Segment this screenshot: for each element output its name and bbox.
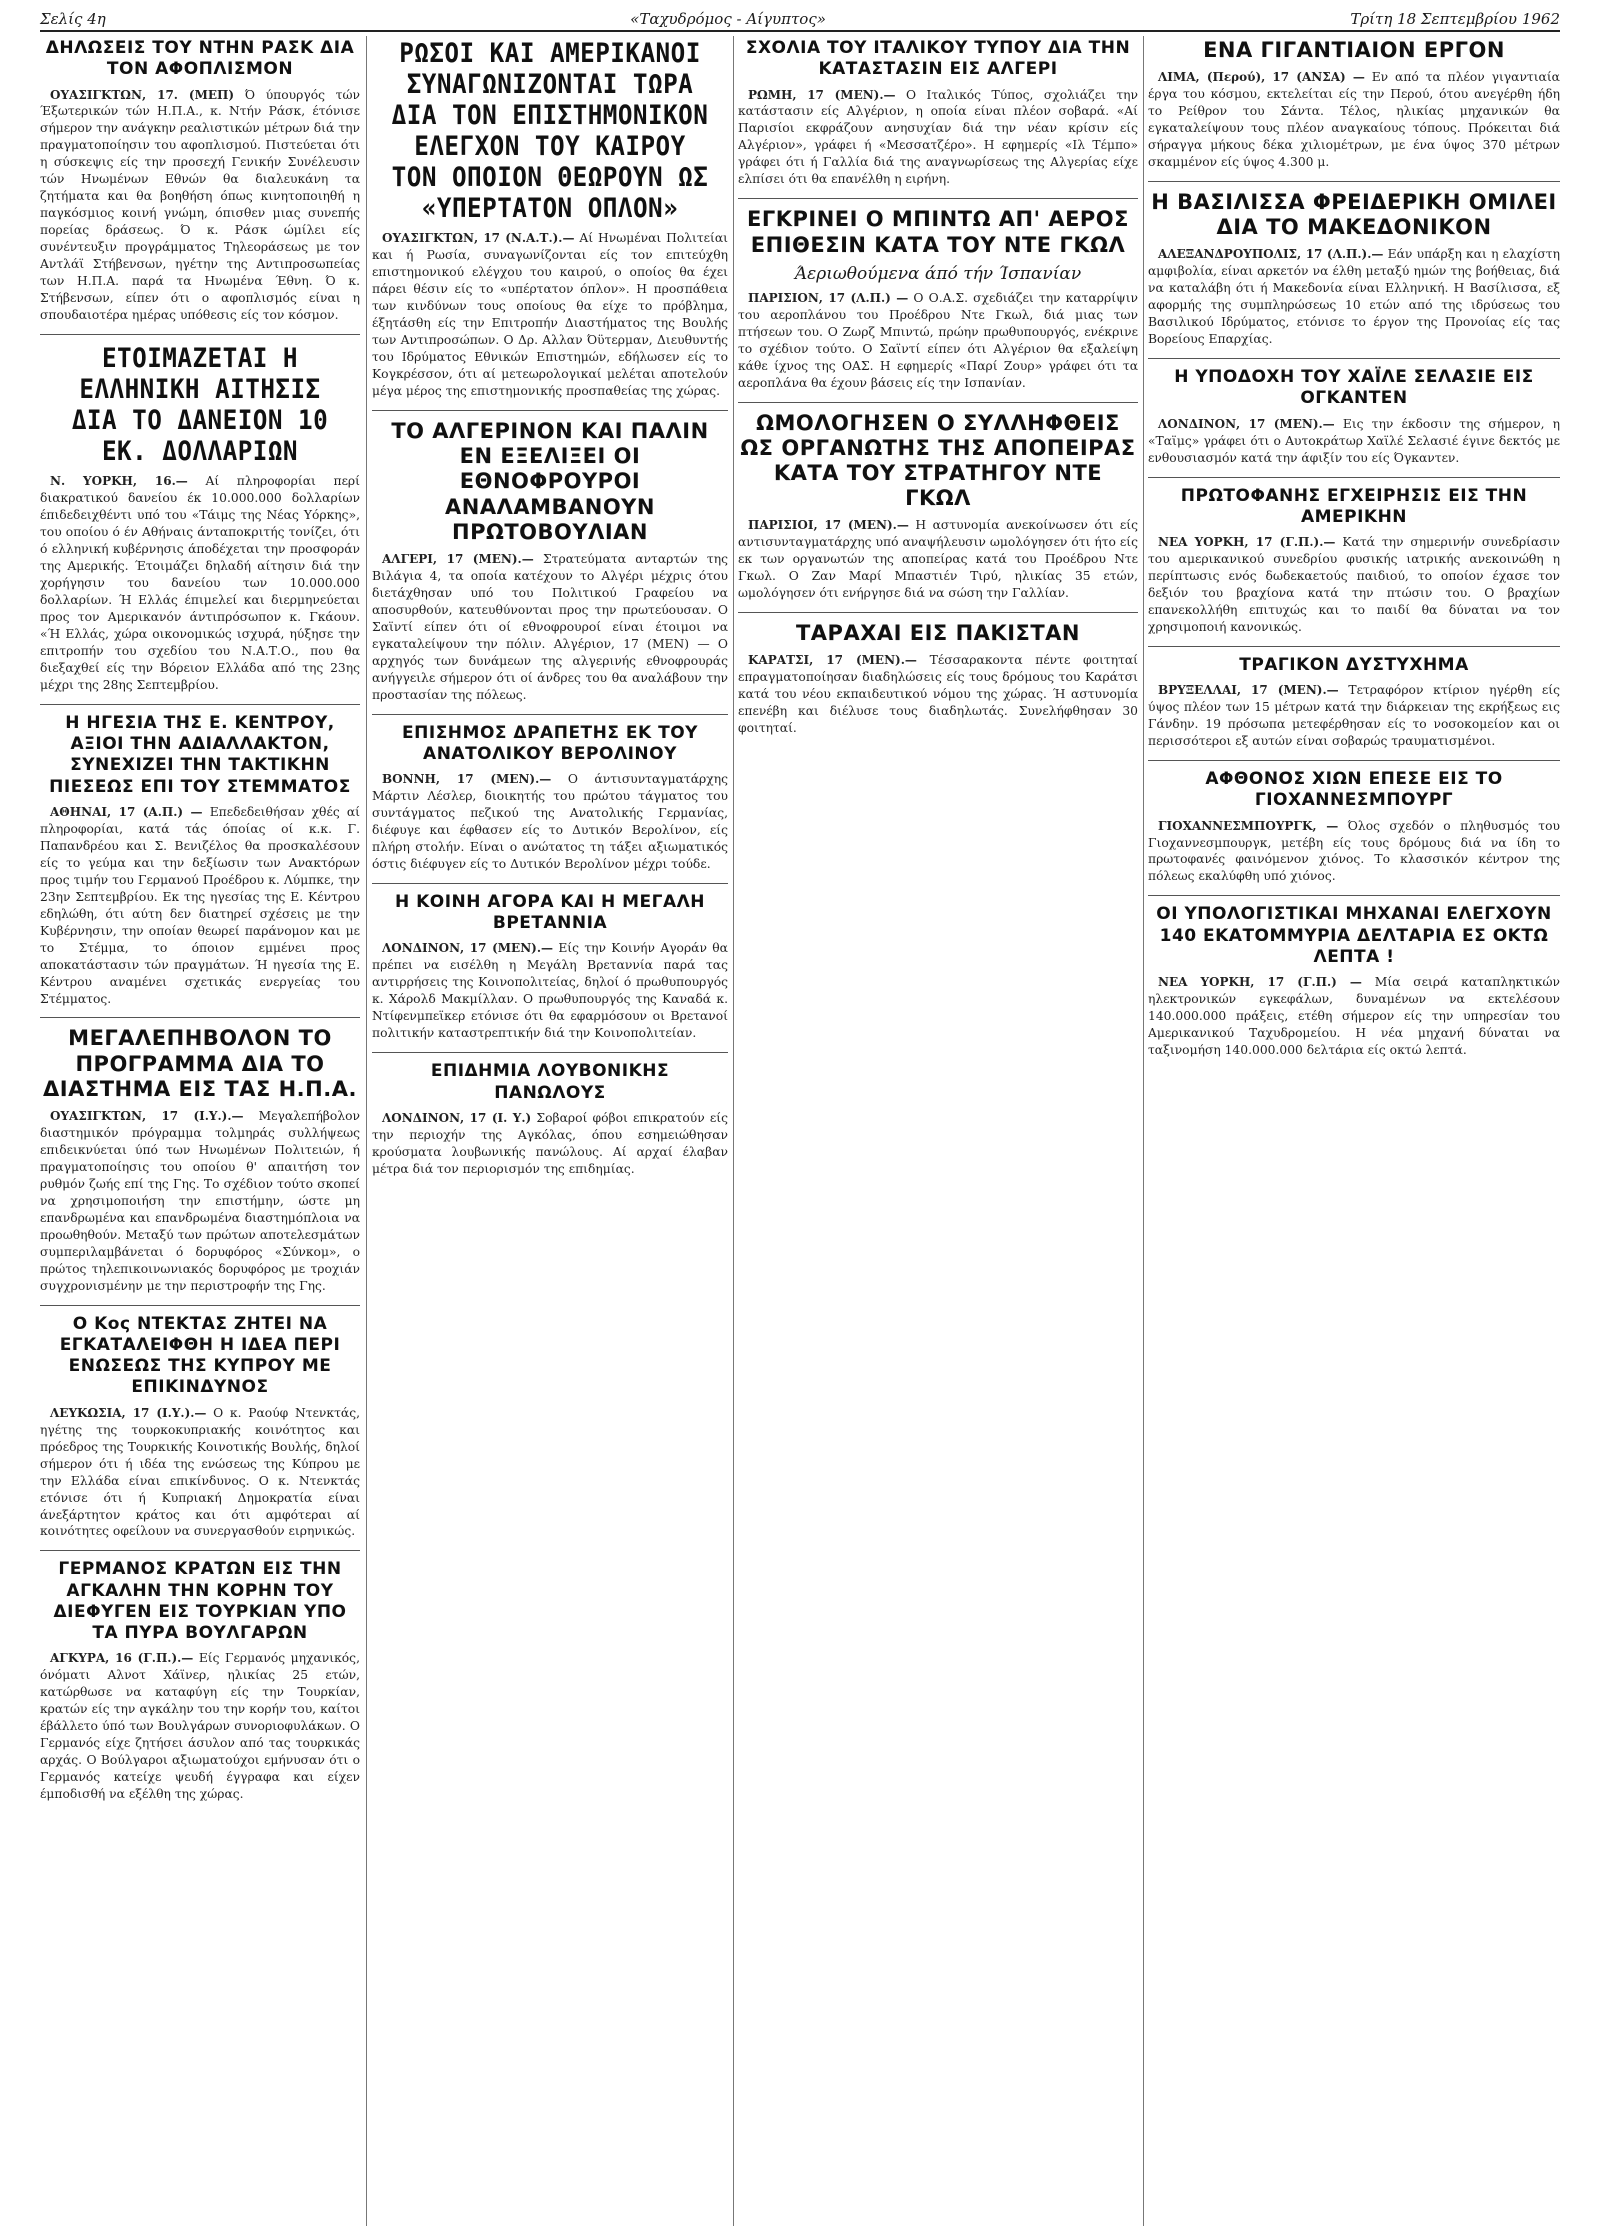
article-body — [1148, 416, 1560, 467]
article-body — [40, 1405, 360, 1541]
article-text: Εις την έκδοσιν της σήμερον, η «Ταϊμς» γράφει ότι ο Αυτοκράτωρ Χαϊλέ Σελασιέ έγινε δεκτός με ενθουσιασμόν κατά την άφιξίν του είς Όγκαντεν. — [1148, 416, 1560, 465]
headline: ΑΦΘΟΝΟΣ ΧΙΩΝ ΕΠΕΣΕ ΕΙΣ ΤΟ ΓΙΟΧΑΝΝΕΣΜΠΟΥΡΓ — [1205, 769, 1503, 811]
headline: ΕΝΑ ΓΙΓΑΝΤΙΑΙΟΝ ΕΡΓΟΝ — [1203, 38, 1505, 62]
dateline: ΠΑΡΙΣΙΟΝ, 17 (Λ.Π.) — — [748, 290, 909, 305]
article-body — [372, 771, 728, 873]
headline: ΕΤΟΙΜΑΖΕΤΑΙ Η ΕΛΛΗΝΙΚΗ ΑΙΤΗΣΙΣ ΔΙΑ ΤΟ ΔΑΝΕΙΟΝ 10 ΕΚ. ΔΟΛΛΑΡΙΩΝ — [71, 343, 329, 468]
column-3 — [738, 36, 1138, 2226]
article-body — [372, 940, 728, 1042]
article-text: Κατά την σημερινήν συνεδρίασιν του αμερικανικού συνεδρίου φυσικής ιατρικής ανεκοινώθη η περίπτωσις ενός δωδεκαετούς παιδιού, το οποίον έχασε τον δεξιόν του βραχίονα κατά την πτώσιν του. Ο βραχίων επανεκολλήθη επιτυχώς και το παιδί θα δύναται να τον χρησιμοποιή κανονικώς. — [1148, 535, 1560, 634]
dateline: ΝΕΑ ΥΟΡΚΗ, 17 (Γ.Π.).— — [1158, 535, 1336, 550]
article-queen-frederica — [1148, 181, 1560, 348]
article-text: Είς Γερμανός μηχανικός, όνόματι Αλνοτ Χάϊνερ, ηλικίας 25 ετών, κατώρθωσε να καταφύγη είς την Τουρκίαν, κρατών είς την αγκάλην του την κορήν του, καίτοι έβάλλετο ύπό των Βουλγάρων συνοριοφυλάκων. Ο Γερμανός είχε ζητήσει άσυλον από τας τουρκικάς αρχάς. Ο Βούλγαροι αξιωματούχοι εμήνυσαν ότι ο Γερμανός κατείχε ψευδή έγγραφα και είχεν έμποδισθή να εξέλθη της χώρας. — [40, 1651, 360, 1802]
issue-date: Τρίτη 18 Σεπτεμβρίου 1962 — [1350, 10, 1560, 28]
article-body — [40, 804, 360, 1008]
article-plague — [372, 1052, 728, 1177]
article-selassie — [1148, 358, 1560, 466]
dateline: ΛΟΝΔΙΝΟΝ, 17 (Ι. Υ.) — [382, 1110, 532, 1125]
article-text: Αί Ηνωμέναι Πολιτείαι και ή Ρωσία, συναγωνίζονται είς τον επιτεύχθη επιστημονικού ελέγχου του καιρού, ο οποίος θα έχει πάρει θέσιν είς το «υπέρτατον όπλον». Η προσπάθεια των κινδύνων τους οποίους θα είχε το πρόβλημα, έξητάσθη είς την Επιτροπήν Διαστήματος της Βουλής των Αντιπροσώπων. Ο Δρ. Αλλαν Όϋτερμαν, Διευθυντής του Ιδρύματος Εθνικών Επιστημών, εδήλωσεν είς το Κογκρέσσον, ότι αί μετεωρολογικαί μελέται αποτελούν μέγα μέρος της επιστημονικής προσπαθείας της χώρας. — [372, 231, 728, 398]
dateline: ΑΛΕΞΑΝΔΡΟΥΠΟΛΙΣ, 17 (Λ.Π.).— — [1158, 247, 1384, 262]
dateline: ΡΩΜΗ, 17 (ΜΕΝ).— — [748, 87, 896, 102]
page-number: Σελίς 4η — [40, 10, 106, 28]
subheadline: Άεριωθούμενα άπό τήν Ίσπανίαν — [794, 263, 1082, 284]
article-text: Ο άντισυνταγματάρχης Μάρτιν Λέσλερ, διοικητής του πρώτου τάγματος του συντάγματος πεζικού της Ανατολικής Γερμανίας, διέφυγε και έφθασεν είς το Δυτικόν Βερολίνον, είς πλήρη στολήν. Είναι ο ανώτατος τη τάξει αξιωματικός όστις διέφυγεν είς το Δυτικόν Βερολίνον μέχρι τούδε. — [372, 772, 728, 871]
article-text: Μία σειρά καταπληκτικών ηλεκτρονικών εγκεφάλων, δυναμένων να εκτελέσουν 140.000.000 πράξεις, ετέθη σήμερον είς την υπηρεσίαν του Αμερικανικού Ταχυδρομείου. Η νέα μηχανή δύναται να ταξινομήση 140.000.000 δελτάρια είς οκτώ λεπτά. — [1148, 975, 1560, 1058]
article-body — [372, 1110, 728, 1178]
article-body — [1148, 69, 1560, 171]
article-east-berlin — [372, 714, 728, 873]
article-giant-project — [1148, 38, 1560, 171]
article-body — [738, 87, 1138, 189]
dateline: ΟΥΑΣΙΓΚΤΩΝ, 17. (ΜΕΠ) — [50, 87, 235, 102]
article-text: Είς την Κοινήν Αγοράν θα πρέπει να εισέλθη η Μεγάλη Βρεταννία παρά τας αντιρρήσεις της Κοινοπολιτείας, δηλοί ό πρωθυπουργός κ. Χάρολδ Μακμίλλαν. Ο πρωθυπουργός της Καναδά κ. Ντίφενμπεϊκερ ετόνισε ότι θα εφαρμόσουν οι Βρετανοί πολιτικήν καταστρεπτικήν διά την Κοινοπολιτείαν. — [372, 941, 728, 1041]
article-confession — [738, 402, 1138, 603]
article-body — [1148, 974, 1560, 1059]
headline: ΓΕΡΜΑΝΟΣ ΚΡΑΤΩΝ ΕΙΣ ΤΗΝ ΑΓΚΑΛΗΝ ΤΗΝ ΚΟΡΗΝ ΤΟΥ ΔΙΕΦΥΓΕΝ ΕΙΣ ΤΟΥΡΚΙΑΝ ΥΠΟ ΤΑ ΠΥΡΑ ΒΟΥΛΓΑΡΩΝ — [53, 1559, 347, 1644]
headline: ΕΠΙΣΗΜΟΣ ΔΡΑΠΕΤΗΣ ΕΚ ΤΟΥ ΑΝΑΤΟΛΙΚΟΥ ΒΕΡΟΛΙΝΟΥ — [402, 722, 698, 764]
article-text: Επεδεδειθήσαν χθές αί πληροφορίαι, κατά τάς όποίας οί κ.κ. Γ. Παπανδρέου και Σ. Βενιζέλος θα προσκαλέσουν είς το γεύμα και την δεξίωσιν των Ανακτόρων προς τιμήν του Γερμανού Προέδρου κ. Λύμπκε, την 23ην Σεπτεμβρίου. Εκ της ηγεσίας της Ε. Κέντρου εδηλώθη, ότι αύτη δεν διατηρεί σχέσεις με την Κυβέρνησιν, την οποίαν θεωρεί παράνομον και με το Στέμμα, το όποιον εμμένει προς αποκατάστασιν τών πραγμάτων. Ή ηγεσία της Ε. Κέντρου αναμένει σχετικάς ενεργείας του Στέμματος. — [40, 804, 360, 1006]
headline: Η ΗΓΕΣΙΑ ΤΗΣ Ε. ΚΕΝΤΡΟΥ, ΑΞΙΟΙ ΤΗΝ ΑΔΙΑΛΛΑΚΤΟΝ, ΣΥΝΕΧΙΖΕΙ ΤΗΝ ΤΑΚΤΙΚΗΝ ΠΙΕΣΕΩΣ ΕΠΙ ΤΟΥ ΣΤΕΜΜΑΤΟΣ — [49, 712, 351, 797]
headline: Ο Κος ΝΤΕΚΤΑΣ ΖΗΤΕΙ ΝΑ ΕΓΚΑΤΑΛΕΙΦΘΗ Η ΙΔΕΑ ΠΕΡΙ ΕΝΩΣΕΩΣ ΤΗΣ ΚΥΠΡΟΥ ΜΕ ΕΠΙΚΙΝΔΥΝΟΣ — [59, 1313, 341, 1398]
dateline: ΛΙΜΑ, (Περού), 17 (ΑΝΣΑ) — — [1158, 70, 1365, 85]
article-weather-control — [372, 38, 728, 400]
column-rule — [366, 36, 367, 2226]
dateline: ΚΑΡΑΤΣΙ, 17 (ΜΕΝ).— — [748, 653, 917, 668]
dateline: ΟΥΑΣΙΓΚΤΩΝ, 17 (Ι.Υ.).— — [50, 1109, 244, 1124]
article-text: Αί πληροφορίαι περί διακρατικού δανείου έκ 10.000.000 δολλαρίων έπιδεδειχθέντι υπό του «Τάιμς της Νέας Υόρκης», του οποίου ό έν Αθήναις άνταποκριτής τονίζει, ότι ό ελληνική κυβέρνησις άποδέχεται την προσφοράν της Αμερικής. Έτοιμάζει δηλαδή αίτησιν διά την χορήγησιν του δανείου των 10.000.000 δολλαρίων. Ή Ελλάς έπιμελεί και διερμηνεύεται προς τον Αμερικανόν άντιπρόσωπον κ. Γκάουν. «Ή Ελλάς, χώρα οικονομικώς ισχυρά, ηύξησε την επιτροπήν του σχεδίου του Ν.Α.Τ.Ο., που θα διεξαχθεί είς την Βόρειον Ελλάδα από της 23ης μέχρι της 28ης Σεπτεμβρίου. — [40, 474, 360, 692]
article-body — [1148, 246, 1560, 348]
headline: ΜΕΓΑΛΕΠΗΒΟΛΟΝ ΤΟ ΠΡΟΓΡΑΜΜΑ ΔΙΑ ΤΟ ΔΙΑΣΤΗΜΑ ΕΙΣ ΤΑΣ Η.Π.Α. — [43, 1026, 357, 1101]
article-text: Στρατεύματα ανταρτών της Βιλάγια 4, τα οποία κατέχουν το Αλγέρι μέχρις ότου διετάχθησαν υπό του Πολιτικού Γραφείου να αποσυρθούν, κατευθύνονται προς την πρωτεύουσαν. Ο Σαϊντί είπεν ότι οί εθνοφρουροί είναι έτοιμοι να εγκαταλείψουν την πόλιν. Αλγέριον, 17 (ΜΕΝ) — Ο αρχηγός των δυνάμεων της αλγερινής εθνοφρουράς ανήγγειλε σήμερον ότι οί άνδρες του θα αναλάβουν την προστασίαν της πόλεως. — [372, 551, 728, 702]
article-text: Μεγαλεπήβολον διαστημικόν πρόγραμμα τολμηράς συλλήψεως επιδεικνύεται ύπό των Ηνωμένων Πολιτειών, ή πραγματοποίησις του οποίου θ' απαιτήση τον ρυθμόν ζωής επί της Γης. Το σχέδιον τούτο σκοπεί να χρησιμοποιήση την επιστήμην, ώστε μη επανδρωμένα και επανδρωμένα διαστημόπλοια να προωθηθούν. Μεταξύ των πρώτων αποτελεσμάτων συμπεριλαμβάνεται ό δορυφόρος «Σύνκομ», ο πρώτος τηλεπικοινωνιακός δορυφόρος με τροχιάν συγχρονισμένην με την περιστροφήν της Γης. — [40, 1109, 360, 1293]
article-text: Ο κ. Ραούφ Ντενκτάς, ηγέτης της τουρκοκυπριακής κοινότητος και πρόεδρος της Τουρκικής Κοινοτικής Βουλής, δηλοί σήμερον ότι ή ιδέα της ενώσεως της Κύπρου με την Ελλάδα είναι επικίνδυνος. Ο κ. Ντενκτάς ετόνισε ότι ή Κυπριακή Δημοκρατία είναι άνεξάρτητον κράτος και ότι αμφότεραι αί κοινότητες οφείλουν να συνεργασθούν ειρηνικώς. — [40, 1405, 360, 1539]
article-computers — [1148, 895, 1560, 1059]
article-text: Εν από τα πλέον γιγαντιαία έργα του κόσμου, εκτελείται είς την Περού, ότου ανεγέρθη ήδη το Ρείθρον του Σάντα. Τέλος, ηλικίας μηχανικών θα εγκαταλείψουν τους πλέον αναγκαίους τόπους. Πρόκειται διά σήραγγα μήκους δέκα χιλιομέτρων, με ένα ύψος 370 μέτρων σκαμμένον είς ύψος 4.300 μ. — [1148, 70, 1560, 170]
article-body — [1148, 682, 1560, 750]
article-body — [40, 473, 360, 694]
headline: ΟΙ ΥΠΟΛΟΓΙΣΤΙΚΑΙ ΜΗΧΑΝΑΙ ΕΛΕΓΧΟΥΝ 140 ΕΚΑΤΟΜΜΥΡΙΑ ΔΕΛΤΑΡΙΑ ΕΣ ΟΚΤΩ ΛΕΠΤΑ ! — [1156, 904, 1552, 967]
headline: ΤΑΡΑΧΑΙ ΕΙΣ ΠΑΚΙΣΤΑΝ — [795, 621, 1080, 646]
article-german-escape — [40, 1550, 360, 1803]
headline: ΕΓΚΡΙΝΕΙ Ο ΜΠΙΝΤΩ ΑΠ' ΑΕΡΟΣ ΕΠΙΘΕΣΙΝ ΚΑΤΑ ΤΟΥ ΝΤΕ ΓΚΩΛ — [746, 207, 1129, 257]
dateline: ΑΓΚΥΡΑ, 16 (Γ.Π.).— — [50, 1651, 194, 1666]
article-snow — [1148, 760, 1560, 885]
column-1 — [40, 36, 360, 2226]
article-surgery — [1148, 477, 1560, 636]
headline: ΤΟ ΑΛΓΕΡΙΝΟΝ ΚΑΙ ΠΑΛΙΝ ΕΝ ΕΞΕΛΙΞΕΙ ΟΙ ΕΘΝΟΦΡΟΥΡΟΙ ΑΝΑΛΑΜΒΑΝΟΥΝ ΠΡΩΤΟΒΟΥΛΙΑΝ — [391, 418, 709, 544]
dateline: ΒΡΥΞΕΛΛΑΙ, 17 (ΜΕΝ).— — [1158, 683, 1339, 698]
dateline: ΓΙΟΧΑΝΝΕΣΜΠΟΥΡΓΚ, — — [1158, 818, 1339, 833]
article-body — [40, 1650, 360, 1803]
article-body — [738, 652, 1138, 737]
article-body — [1148, 534, 1560, 636]
column-2 — [372, 36, 728, 2226]
dateline: ΛΟΝΔΙΝΟΝ, 17 (ΜΕΝ).— — [1158, 416, 1335, 431]
article-text: Ο Ο.Α.Σ. σχεδιάζει την καταρρίψιν του αεροπλάνου του Προέδρου Ντε Γκωλ, διά μιας των πτήσεων του. Ο Ζωρζ Μπιντώ, πρώην πρωθυπουργός, ενέκρινε το σχέδιον τούτο. Ο Σαϊντί είπεν ότι Αλγέριον θα εξαλείψη κάθε ίχνος της ΟΑΣ. Η εφημερίς «Παρί Ζουρ» γράφει ότι τα αεροπλάνα θα έχουν βάσεις είς την Ισπανίαν. — [738, 290, 1138, 390]
column-4 — [1148, 36, 1560, 2226]
masthead — [40, 8, 1560, 32]
article-body — [40, 87, 360, 325]
dateline: ΛΕΥΚΩΣΙΑ, 17 (Ι.Υ.).— — [50, 1405, 207, 1420]
dateline: ΝΕΑ ΥΟΡΚΗ, 17 (Γ.Π.) — — [1158, 975, 1362, 990]
paper-name: «Ταχυδρόμος - Αίγυπτος» — [630, 10, 826, 28]
article-rask-disarmament — [40, 38, 360, 324]
article-accident — [1148, 646, 1560, 750]
article-text: Η αστυνομία ανεκοίνωσεν ότι είς αντισυνταγματάρχης υπό αναψήλευσιν ωμολόγησεν ότι ήτο είς εκ των οργανωτών της αποπείρας κατά του Προέδρου Ντε Γκωλ. Ο Ζαν Μαρί Μπαστιέν Τιρύ, ηλικίας 35 ετών, ωμολόγησεν ότι ενήργησε διά να σώση την Γαλλίαν. — [738, 518, 1138, 601]
dateline: ΑΘΗΝΑΙ, 17 (Α.Π.) — — [50, 804, 203, 819]
dateline: ΠΑΡΙΣΙΟΙ, 17 (ΜΕΝ).— — [748, 518, 909, 533]
dateline: ΑΛΓΕΡΙ, 17 (ΜΕΝ).— — [382, 551, 534, 566]
article-body — [372, 551, 728, 704]
article-center-union — [40, 704, 360, 1008]
headline: Η ΥΠΟΔΟΧΗ ΤΟΥ ΧΑΪΛΕ ΣΕΛΑΣΙΕ ΕΙΣ ΟΓΚΑΝΤΕΝ — [1174, 367, 1534, 409]
headline: ΤΡΑΓΙΚΟΝ ΔΥΣΤΥΧΗΜΑ — [1239, 654, 1469, 675]
article-italian-press — [738, 38, 1138, 188]
article-algeria — [372, 410, 728, 704]
dateline: Ν. ΥΟΡΚΗ, 16.— — [50, 474, 188, 489]
article-body — [1148, 818, 1560, 886]
article-text: Εάν υπάρξη και η ελαχίστη αμφιβολία, είναι αρκετόν να έλθη μεταξύ ημών της βοήθειας, διά να καταλάβη ότι ή Μακεδονία είναι Ελληνική. Η Βασίλισσα, εξ αφορμής της συμπληρώσεως 10 ετών από της ιδρύσεως του Βασιλικού Ιδρύματος, ετόνισε το έργον της Προνοίας είς τας Βορείους Επαρχίας. — [1148, 247, 1560, 347]
dateline: ΛΟΝΔΙΝΟΝ, 17 (ΜΕΝ).— — [382, 941, 554, 956]
article-bidault — [738, 198, 1138, 391]
article-text: Τέσσαρακοντα πέντε φοιτηταί επραγματοποίησαν διαδηλώσεις είς τους δρόμους του Καράτσι κατά του νέου εκπαιδευτικού νόμου της χώρας. Ή αστυνομία επενέβη και διέλυσε τους διαδηλωτάς. Συνελήφθησαν 30 φοιτηταί. — [738, 653, 1138, 736]
article-body — [372, 230, 728, 400]
article-greek-loan — [40, 334, 360, 694]
dateline: ΟΥΑΣΙΓΚΤΩΝ, 17 (Ν.Α.Τ.).— — [382, 231, 575, 246]
article-body — [738, 517, 1138, 602]
headline: ΠΡΩΤΟΦΑΝΗΣ ΕΓΧΕΙΡΗΣΙΣ ΕΙΣ ΤΗΝ ΑΜΕΡΙΚΗΝ — [1180, 485, 1528, 527]
headline: ΕΠΙΔΗΜΙΑ ΛΟΥΒΟΝΙΚΗΣ ΠΑΝΩΛΟΥΣ — [430, 1061, 670, 1103]
headline: ΩΜΟΛΟΓΗΣΕΝ Ο ΣΥΛΛΗΦΘΕΙΣ ΩΣ ΟΡΓΑΝΩΤΗΣ ΤΗΣ ΑΠΟΠΕΙΡΑΣ ΚΑΤΑ ΤΟΥ ΣΤΡΑΤΗΓΟΥ ΝΤΕ ΓΚΩΛ — [740, 410, 1136, 511]
article-text: Ό ύπουργός τών Έξωτερικών τών Η.Π.Α., κ. Ντήν Ράσκ, έτόνισε σήμερον την ανάγκην ρεαλιστικών μέτρων διά την πραγματοποίησιν του αφοπλισμού. Πιστεύεται ότι η σύσκεψις είς την προσεχή Γενικήν Συνέλευσιν τών Ηνωμένων Εθνών θα διαλευκάνη τα ζητήματα και θα βοηθήση όπως κινητοποιηθή η παγκόσμιος κοινή γνώμη, όπισθεν μιας συνεπής πορείας δράσεως. Ό κ. Ράσκ ώμίλει είς συνέντευξιν προγράμματος Τηλεοράσεως με τον Αντλάϊ Στήβενσων, ηγέτην της Αντιπροσωπείας των Η.Π.Α. παρά τα Ηνωμένα Έθνη. Ό κ. Στήβενσων, είπεν ότι ο αφοπλισμός είναι η σπουδαιοτέρα ημέρας υπόθεσις είς τον κόσμον. — [40, 87, 360, 323]
headline: Η ΒΑΣΙΛΙΣΣΑ ΦΡΕΙΔΕΡΙΚΗ ΟΜΙΛΕΙ ΔΙΑ ΤΟ ΜΑΚΕΔΟΝΙΚΟΝ — [1151, 190, 1557, 240]
article-pakistan — [738, 612, 1138, 737]
dateline: ΒΟΝΝΗ, 17 (ΜΕΝ).— — [382, 772, 552, 787]
column-rule — [733, 36, 734, 2226]
article-common-market — [372, 883, 728, 1042]
headline: ΣΧΟΛΙΑ ΤΟΥ ΙΤΑΛΙΚΟΥ ΤΥΠΟΥ ΔΙΑ ΤΗΝ ΚΑΤΑΣΤΑΣΙΝ ΕΙΣ ΑΛΓΕΡΙ — [745, 38, 1131, 80]
article-text: Σοβαροί φόβοι επικρατούν είς την περιοχήν της Αγκόλας, όπου εσημειώθησαν κρούσματα λουβωνικής πανώλους. Αί αρχαί έλαβαν μέτρα διά τον περιορισμόν της επιδημίας. — [372, 1110, 728, 1176]
article-text: Όλος σχεδόν ο πληθυσμός του Γιοχαννεσμπουργκ, μετέβη είς τους δρόμους διά να ίδη το πρωτοφανές φαινόμενον χιόνος. Το κλασσικόν κέντρον της πόλεως εκαλύφθη υπό χιόνος. — [1148, 818, 1560, 884]
article-denktash — [40, 1305, 360, 1541]
article-space-program — [40, 1017, 360, 1294]
headline: Η ΚΟΙΝΗ ΑΓΟΡΑ ΚΑΙ Η ΜΕΓΑΛΗ ΒΡΕΤΑΝΝΙΑ — [394, 891, 706, 934]
article-text: Ο Ιταλικός Τύπος, σχολιάζει την κατάστασιν είς Αλγέριον, η οποία είναι πλέον σοβαρά. «Αί Παρισίοι εκφράζουν ανησυχίαν διά την νέαν κρίσιν είς Αλγέριον», γράφει ή «Μεσσατζέρο». Η εφημερίς «Ιλ Τέμπο» γράφει ότι ή Γαλλία διά της αναγνωρίσεως της Αλγερίας είχε ελπίσει ότι θα επανέλθη η ειρήνη. — [738, 87, 1138, 187]
headline: ΔΗΛΩΣΕΙΣ ΤΟΥ ΝΤΗΝ ΡΑΣΚ ΔΙΑ ΤΟΝ ΑΦΟΠΛΙΣΜΟΝ — [45, 38, 355, 80]
article-body — [40, 1108, 360, 1295]
article-text: Τετραφόρον κτίριον ηγέρθη είς ύψος πλέον των 15 μέτρων κατά την διάρκειαν της εκρήξεως εις Γάνδην. 19 πρόσωπα μετεφέρθησαν είς το νοσοκομείον και οι περισσότεροι εξ αυτών είναι σοβαρώς τραυματισμένοι. — [1148, 683, 1560, 749]
article-body — [738, 290, 1138, 392]
column-rule — [1143, 36, 1144, 2226]
headline: ΡΩΣΟΙ ΚΑΙ ΑΜΕΡΙΚΑΝΟΙ ΣΥΝΑΓΩΝΙΖΟΝΤΑΙ ΤΩΡΑ ΔΙΑ ΤΟΝ ΕΠΙΣΤΗΜΟΝΙΚΟΝ ΕΛΕΓΧΟΝ ΤΟΥ ΚΑΙΡΟΥ ΤΟΝ ΟΠΟΙΟΝ ΘΕΩΡΟΥΝ ΩΣ «ΥΠΕΡΤΑΤΟΝ ΟΠΛΟΝ» — [391, 38, 709, 225]
